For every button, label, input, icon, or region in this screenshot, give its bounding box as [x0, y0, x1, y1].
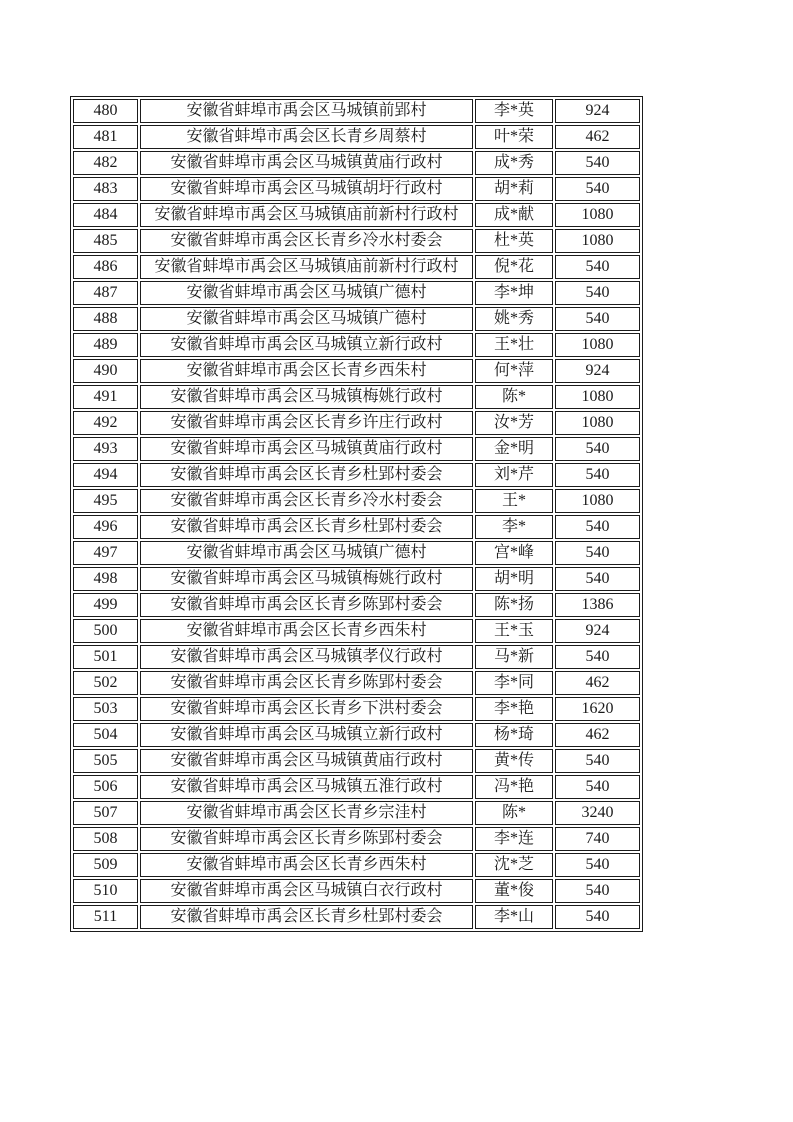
- amount-cell: 540: [555, 437, 640, 461]
- address-cell: 安徽省蚌埠市禹会区马城镇庙前新村行政村: [140, 255, 473, 279]
- amount-cell: 540: [555, 645, 640, 669]
- table-row: [73, 229, 640, 253]
- name-cell: 胡*明: [475, 567, 553, 591]
- name-cell: 金*明: [475, 437, 553, 461]
- name-cell: 杨*琦: [475, 723, 553, 747]
- serial-cell: 509: [73, 853, 138, 877]
- serial-cell: 497: [73, 541, 138, 565]
- name-cell: 倪*花: [475, 255, 553, 279]
- table-row: [73, 463, 640, 487]
- serial-cell: 496: [73, 515, 138, 539]
- table-row: [73, 203, 640, 227]
- amount-cell: 540: [555, 853, 640, 877]
- amount-cell: 1080: [555, 203, 640, 227]
- address-cell: 安徽省蚌埠市禹会区长青乡宗洼村: [140, 801, 473, 825]
- address-cell: 安徽省蚌埠市禹会区长青乡西朱村: [140, 619, 473, 643]
- address-cell: 安徽省蚌埠市禹会区长青乡陈郢村委会: [140, 593, 473, 617]
- serial-cell: 492: [73, 411, 138, 435]
- serial-cell: 485: [73, 229, 138, 253]
- amount-cell: 540: [555, 879, 640, 903]
- name-cell: 马*新: [475, 645, 553, 669]
- name-cell: 成*秀: [475, 151, 553, 175]
- serial-cell: 484: [73, 203, 138, 227]
- serial-cell: 488: [73, 307, 138, 331]
- amount-cell: 540: [555, 749, 640, 773]
- name-cell: 李*英: [475, 99, 553, 123]
- name-cell: 黄*传: [475, 749, 553, 773]
- serial-cell: 480: [73, 99, 138, 123]
- amount-cell: 1080: [555, 333, 640, 357]
- serial-cell: 486: [73, 255, 138, 279]
- amount-cell: 540: [555, 463, 640, 487]
- name-cell: 陈*: [475, 801, 553, 825]
- amount-cell: 540: [555, 567, 640, 591]
- amount-cell: 1080: [555, 489, 640, 513]
- name-cell: 王*玉: [475, 619, 553, 643]
- table-row: [73, 99, 640, 123]
- name-cell: 姚*秀: [475, 307, 553, 331]
- name-cell: 陈*: [475, 385, 553, 409]
- serial-cell: 500: [73, 619, 138, 643]
- amount-cell: 540: [555, 307, 640, 331]
- address-cell: 安徽省蚌埠市禹会区马城镇立新行政村: [140, 333, 473, 357]
- table-row: [73, 541, 640, 565]
- address-cell: 安徽省蚌埠市禹会区长青乡西朱村: [140, 853, 473, 877]
- table-row: [73, 775, 640, 799]
- name-cell: 王*: [475, 489, 553, 513]
- address-cell: 安徽省蚌埠市禹会区马城镇立新行政村: [140, 723, 473, 747]
- table-row: [73, 619, 640, 643]
- table-row: [73, 515, 640, 539]
- serial-cell: 490: [73, 359, 138, 383]
- address-cell: 安徽省蚌埠市禹会区长青乡冷水村委会: [140, 489, 473, 513]
- address-cell: 安徽省蚌埠市禹会区马城镇黄庙行政村: [140, 437, 473, 461]
- table-row: [73, 385, 640, 409]
- name-cell: 李*山: [475, 905, 553, 929]
- serial-cell: 502: [73, 671, 138, 695]
- name-cell: 杜*英: [475, 229, 553, 253]
- amount-cell: 462: [555, 125, 640, 149]
- address-cell: 安徽省蚌埠市禹会区长青乡陈郢村委会: [140, 827, 473, 851]
- name-cell: 宫*峰: [475, 541, 553, 565]
- address-cell: 安徽省蚌埠市禹会区长青乡冷水村委会: [140, 229, 473, 253]
- name-cell: 叶*荣: [475, 125, 553, 149]
- table-row: [73, 177, 640, 201]
- serial-cell: 487: [73, 281, 138, 305]
- address-cell: 安徽省蚌埠市禹会区马城镇庙前新村行政村: [140, 203, 473, 227]
- serial-cell: 494: [73, 463, 138, 487]
- amount-cell: 540: [555, 151, 640, 175]
- address-cell: 安徽省蚌埠市禹会区长青乡许庄行政村: [140, 411, 473, 435]
- amount-cell: 1080: [555, 229, 640, 253]
- serial-cell: 491: [73, 385, 138, 409]
- name-cell: 李*同: [475, 671, 553, 695]
- table-row: [73, 697, 640, 721]
- serial-cell: 505: [73, 749, 138, 773]
- address-cell: 安徽省蚌埠市禹会区马城镇广德村: [140, 281, 473, 305]
- amount-cell: 540: [555, 177, 640, 201]
- table-row: [73, 489, 640, 513]
- name-cell: 陈*扬: [475, 593, 553, 617]
- amount-cell: 1386: [555, 593, 640, 617]
- amount-cell: 740: [555, 827, 640, 851]
- table-row: [73, 853, 640, 877]
- serial-cell: 482: [73, 151, 138, 175]
- table-row: [73, 437, 640, 461]
- serial-cell: 481: [73, 125, 138, 149]
- amount-cell: 1620: [555, 697, 640, 721]
- name-cell: 刘*芹: [475, 463, 553, 487]
- amount-cell: 540: [555, 775, 640, 799]
- amount-cell: 924: [555, 99, 640, 123]
- serial-cell: 499: [73, 593, 138, 617]
- table-row: [73, 567, 640, 591]
- amount-cell: 1080: [555, 411, 640, 435]
- address-cell: 安徽省蚌埠市禹会区长青乡杜郢村委会: [140, 905, 473, 929]
- amount-cell: 1080: [555, 385, 640, 409]
- amount-cell: 540: [555, 281, 640, 305]
- address-cell: 安徽省蚌埠市禹会区长青乡杜郢村委会: [140, 515, 473, 539]
- serial-cell: 507: [73, 801, 138, 825]
- address-cell: 安徽省蚌埠市禹会区马城镇梅姚行政村: [140, 567, 473, 591]
- table-row: [73, 255, 640, 279]
- table-row: [73, 827, 640, 851]
- table-row: [73, 645, 640, 669]
- address-cell: 安徽省蚌埠市禹会区长青乡周蔡村: [140, 125, 473, 149]
- serial-cell: 501: [73, 645, 138, 669]
- address-cell: 安徽省蚌埠市禹会区马城镇梅姚行政村: [140, 385, 473, 409]
- address-cell: 安徽省蚌埠市禹会区马城镇孝仪行政村: [140, 645, 473, 669]
- address-cell: 安徽省蚌埠市禹会区马城镇广德村: [140, 541, 473, 565]
- address-cell: 安徽省蚌埠市禹会区马城镇广德村: [140, 307, 473, 331]
- name-cell: 胡*莉: [475, 177, 553, 201]
- name-cell: 李*坤: [475, 281, 553, 305]
- name-cell: 何*萍: [475, 359, 553, 383]
- table-row: [73, 307, 640, 331]
- serial-cell: 510: [73, 879, 138, 903]
- serial-cell: 504: [73, 723, 138, 747]
- address-cell: 安徽省蚌埠市禹会区马城镇前郢村: [140, 99, 473, 123]
- amount-cell: 3240: [555, 801, 640, 825]
- table-body: [73, 99, 640, 929]
- table-row: [73, 723, 640, 747]
- table-row: [73, 749, 640, 773]
- amount-cell: 540: [555, 905, 640, 929]
- address-cell: 安徽省蚌埠市禹会区马城镇五淮行政村: [140, 775, 473, 799]
- name-cell: 汝*芳: [475, 411, 553, 435]
- name-cell: 冯*艳: [475, 775, 553, 799]
- address-cell: 安徽省蚌埠市禹会区长青乡西朱村: [140, 359, 473, 383]
- serial-cell: 511: [73, 905, 138, 929]
- table-row: [73, 281, 640, 305]
- address-cell: 安徽省蚌埠市禹会区马城镇黄庙行政村: [140, 151, 473, 175]
- name-cell: 李*艳: [475, 697, 553, 721]
- table-row: [73, 411, 640, 435]
- table-row: [73, 593, 640, 617]
- name-cell: 李*: [475, 515, 553, 539]
- address-cell: 安徽省蚌埠市禹会区马城镇黄庙行政村: [140, 749, 473, 773]
- serial-cell: 483: [73, 177, 138, 201]
- name-cell: 成*献: [475, 203, 553, 227]
- table-row: [73, 905, 640, 929]
- table-row: [73, 151, 640, 175]
- serial-cell: 493: [73, 437, 138, 461]
- amount-cell: 462: [555, 671, 640, 695]
- amount-cell: 924: [555, 359, 640, 383]
- address-cell: 安徽省蚌埠市禹会区马城镇白衣行政村: [140, 879, 473, 903]
- name-cell: 李*连: [475, 827, 553, 851]
- serial-cell: 503: [73, 697, 138, 721]
- beneficiary-table: [70, 96, 643, 932]
- table-row: [73, 801, 640, 825]
- table-row: [73, 125, 640, 149]
- serial-cell: 498: [73, 567, 138, 591]
- address-cell: 安徽省蚌埠市禹会区长青乡杜郢村委会: [140, 463, 473, 487]
- amount-cell: 540: [555, 255, 640, 279]
- serial-cell: 506: [73, 775, 138, 799]
- serial-cell: 489: [73, 333, 138, 357]
- table-row: [73, 333, 640, 357]
- table-row: [73, 359, 640, 383]
- name-cell: 沈*芝: [475, 853, 553, 877]
- serial-cell: 508: [73, 827, 138, 851]
- amount-cell: 462: [555, 723, 640, 747]
- address-cell: 安徽省蚌埠市禹会区长青乡下洪村委会: [140, 697, 473, 721]
- serial-cell: 495: [73, 489, 138, 513]
- table-row: [73, 671, 640, 695]
- address-cell: 安徽省蚌埠市禹会区长青乡陈郢村委会: [140, 671, 473, 695]
- amount-cell: 540: [555, 515, 640, 539]
- table-row: [73, 879, 640, 903]
- name-cell: 董*俊: [475, 879, 553, 903]
- amount-cell: 540: [555, 541, 640, 565]
- address-cell: 安徽省蚌埠市禹会区马城镇胡圩行政村: [140, 177, 473, 201]
- amount-cell: 924: [555, 619, 640, 643]
- name-cell: 王*壮: [475, 333, 553, 357]
